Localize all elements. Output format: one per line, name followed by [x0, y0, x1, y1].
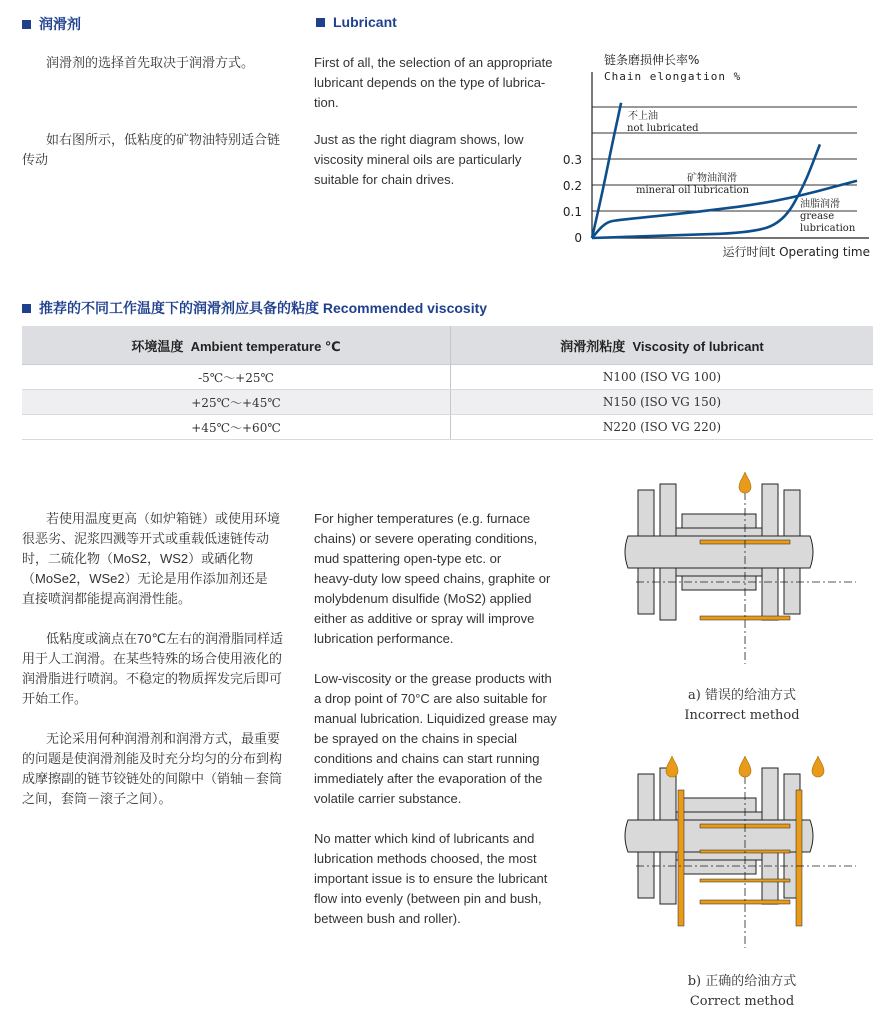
- viscosity-cell: N100 (ISO VG 100): [451, 365, 874, 390]
- viscosity-table: [22, 326, 873, 440]
- cn-paragraph-1: 润滑剂的选择首先取决于润滑方式。: [46, 55, 255, 70]
- square-bullet-icon: [22, 20, 31, 29]
- y-tick-label: 0.3: [562, 153, 582, 167]
- en-paragraph-1: First of all, the selection of an appropriate lubricant depends on the type of lubrica- tion.: [314, 55, 553, 110]
- cn-lower-paragraph-3: 无论采用何种润滑剂和润滑方式，最重要 的问题是使润滑剂能及时充分均匀的分布到构 成摩擦副的链节铰链处的间隙中（销轴－套筒 之间，套筒－滚子之间）。: [22, 731, 283, 806]
- y-tick-label: 0.2: [562, 179, 582, 193]
- diagram-a-caption: a) 错误的给油方式 Incorrect method: [684, 688, 800, 723]
- series-label-cn: 油脂润滑: [800, 199, 840, 210]
- viscosity-heading: 推荐的不同工作温度下的润滑剂应具备的粘度 Recommended viscosity: [22, 298, 487, 318]
- series-label-en: mineral oil lubrication: [636, 185, 750, 196]
- cn-lower-paragraph-2: 低粘度或滴点在70℃左右的润滑脂同样适 用于人工润滑。在某些特殊的场合使用液化的 润滑脂进行喷润。不稳定的物质挥发完后即可 开始工作。: [22, 631, 284, 706]
- y-tick-label: 0.1: [562, 205, 582, 219]
- series-label-en: lubrication: [800, 223, 856, 234]
- series-label-cn: 矿物油润滑: [687, 173, 737, 184]
- en-lower-paragraph-3: No matter which kind of lubricants and lubrication methods choosed, the most important issue is to ensure the lubricant flow into evenly (between pin and bush, between bush and roller).: [314, 831, 548, 926]
- lubricant-heading-en: Lubricant: [316, 14, 397, 30]
- table-header-row: [22, 326, 873, 365]
- series-label-en: not lubricated: [627, 123, 699, 134]
- oil-drop-icon: [739, 756, 751, 777]
- chain-elongation-chart: [560, 50, 879, 265]
- square-bullet-icon: [316, 18, 325, 27]
- y-tick-label: 0: [574, 231, 582, 245]
- col-header-viscosity: 润滑剂粘度 Viscosity of lubricant: [451, 326, 874, 365]
- diagram-b-caption: b) 正确的给油方式 Correct method: [687, 974, 797, 1009]
- table-row: [22, 415, 873, 440]
- square-bullet-icon: [22, 304, 31, 313]
- temperature-cell: +25℃～+45℃: [22, 390, 451, 415]
- oil-drop-icon: [739, 472, 751, 493]
- correct-lubrication-diagram: [620, 752, 860, 952]
- viscosity-cell: N150 (ISO VG 150): [451, 390, 874, 415]
- en-lower-paragraph-1: For higher temperatures (e.g. furnace chains) or severe operating conditions, mud spattering open-type etc. or heavy-duty low speed chains, graphite or molybdenum disulfide (MoS2) applied either as additive or spray will improve lubrication performance.: [314, 511, 551, 646]
- series-label-en: grease: [800, 211, 835, 222]
- en-paragraph-2: Just as the right diagram shows, low viscosity mineral oils are particularly suitable for chain drives.: [314, 132, 524, 187]
- oil-drop-icon: [812, 756, 824, 777]
- chart-title-en: Chain elongation %: [604, 70, 742, 83]
- table-row: [22, 365, 873, 390]
- lubricant-heading-cn: 润滑剂: [22, 14, 81, 34]
- incorrect-lubrication-diagram: [620, 468, 860, 668]
- cn-lower-paragraph-1: 若使用温度更高（如炉箱链）或使用环境 很恶劣、泥浆四溅等开式或重载低速链传动 时，二硫化物（MoS2，WS2）或硒化物 （MoSe2，WSe2）无论是用作添加剂还是 直接喷润都能提高润滑性能。: [22, 511, 281, 606]
- x-axis-label: 运行时间t Operating time: [722, 245, 870, 259]
- cn-paragraph-2: 如右图所示，低粘度的矿物油特别适合链 传动: [22, 132, 281, 167]
- table-row: [22, 390, 873, 415]
- oil-drop-icon: [666, 756, 678, 777]
- series-line-not-lubricated: [592, 103, 621, 238]
- oil-film: [796, 790, 802, 926]
- oil-film: [678, 790, 684, 926]
- chart-title: 链条磨损伸长率%: [604, 53, 700, 67]
- temperature-cell: -5℃～+25℃: [22, 365, 451, 390]
- col-header-temperature: 环境温度 Ambient temperature ℃: [22, 326, 451, 365]
- temperature-cell: +45℃～+60℃: [22, 415, 451, 440]
- en-lower-paragraph-2: Low-viscosity or the grease products with a drop point of 70°C are also suitable for manual lubrication. Liquidized grease may be sprayed on the chains in special conditions and chains can start running immediately after the evaporation of the volatile carrier substance.: [314, 671, 557, 806]
- series-label-cn: 不上油: [628, 111, 658, 122]
- viscosity-cell: N220 (ISO VG 220): [451, 415, 874, 440]
